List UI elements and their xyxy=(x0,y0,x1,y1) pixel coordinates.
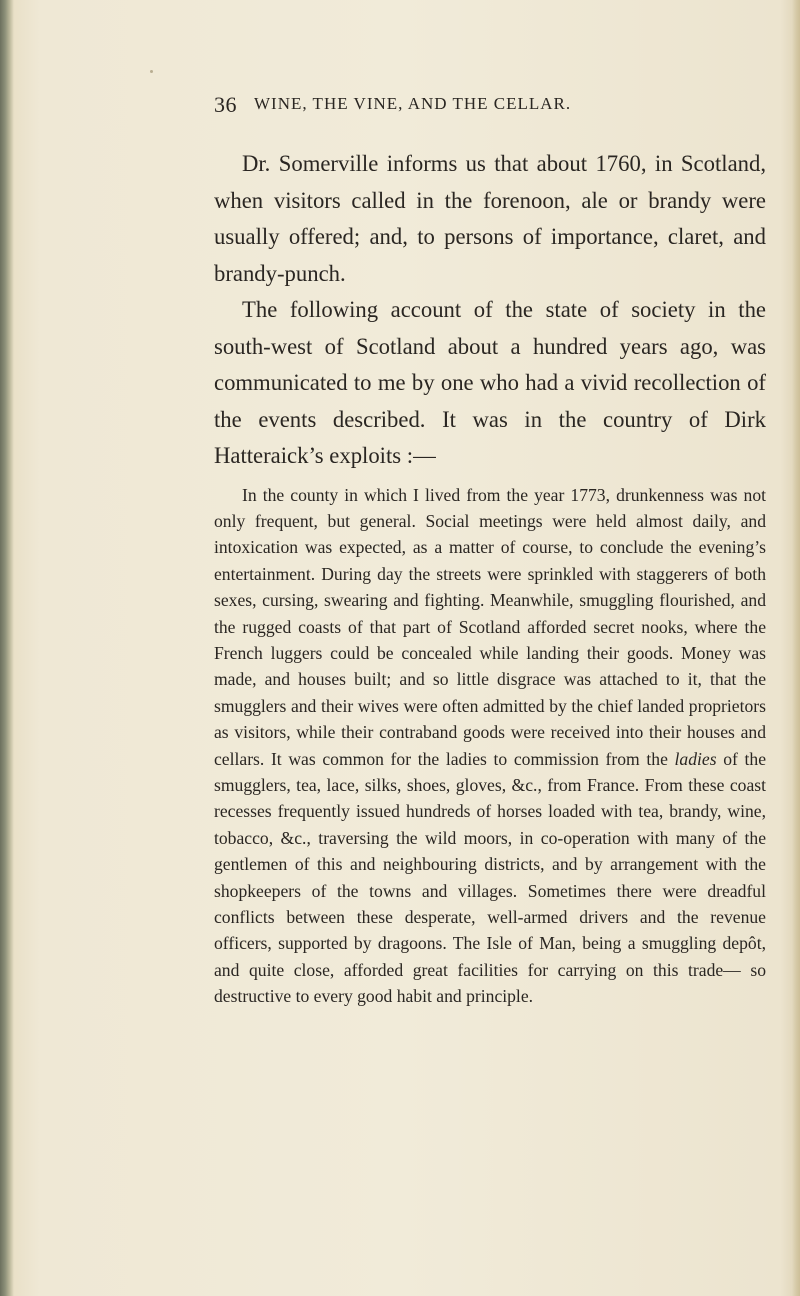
quoted-account xyxy=(214,482,766,1010)
quote-text-part-1: In the county in which I lived from the year 1773, drunkenness was not only frequent, but general. Social meetings were held almost daily, and intoxication was expected, as a matter of course, to conclude the evening’s entertainment. During day the streets were sprinkled with staggerers of both sexes, cursing, swearing and fighting. Meanwhile, smuggling flourished, and the rugged coasts of that part of Scotland afforded secret nooks, where the French luggers could be concealed while landing their goods. Money was made, and houses built; and so little disgrace was attached to it, that the smugglers and their wives were often admitted by the chief landed proprietors as visitors, while their contraband goods were received into their houses and cellars. It was common for the ladies to commission from the xyxy=(214,484,766,769)
quote-text-part-2: of the smugglers, tea, lace, silks, shoes, gloves, &c., from France. From these coast recesses frequently issued hundreds of horses loaded with tea, brandy, wine, tobacco, &c., traversing the wild moors, in co-operation with many of the gentlemen of this and neighbouring districts, and by arrangement with the shopkeepers of the towns and villages. Sometimes there were dreadful conflicts between these desperate, well-armed drivers and the revenue officers, supported by dragoons. The Isle of Man, being a smuggling depôt, and quite close, afforded great facilities for carrying on this trade— so destructive to every good habit and principle. xyxy=(214,748,766,1007)
page-number: 36 xyxy=(214,92,237,117)
page-edge xyxy=(792,0,800,1296)
body-text xyxy=(214,146,766,1027)
binding-shadow xyxy=(0,0,14,1296)
paper-speck xyxy=(150,70,153,73)
page-header xyxy=(214,92,774,128)
running-head: WINE, THE VINE, AND THE CELLAR. xyxy=(254,94,572,113)
paragraph-2: The following account of the state of society in the south-west of Scotland about a hundred years ago, was communicated to me by one who had a vivid recollection of the events described. It was in the country of Dirk Hatteraick’s exploits :— xyxy=(214,297,766,468)
quote-italic-word: ladies xyxy=(674,748,717,769)
paragraph-1: Dr. Somerville informs us that about 1760, in Scotland, when visitors called in the forenoon, ale or brandy were usually offered; and, to persons of importance, claret, and brandy-punch. xyxy=(214,151,766,286)
